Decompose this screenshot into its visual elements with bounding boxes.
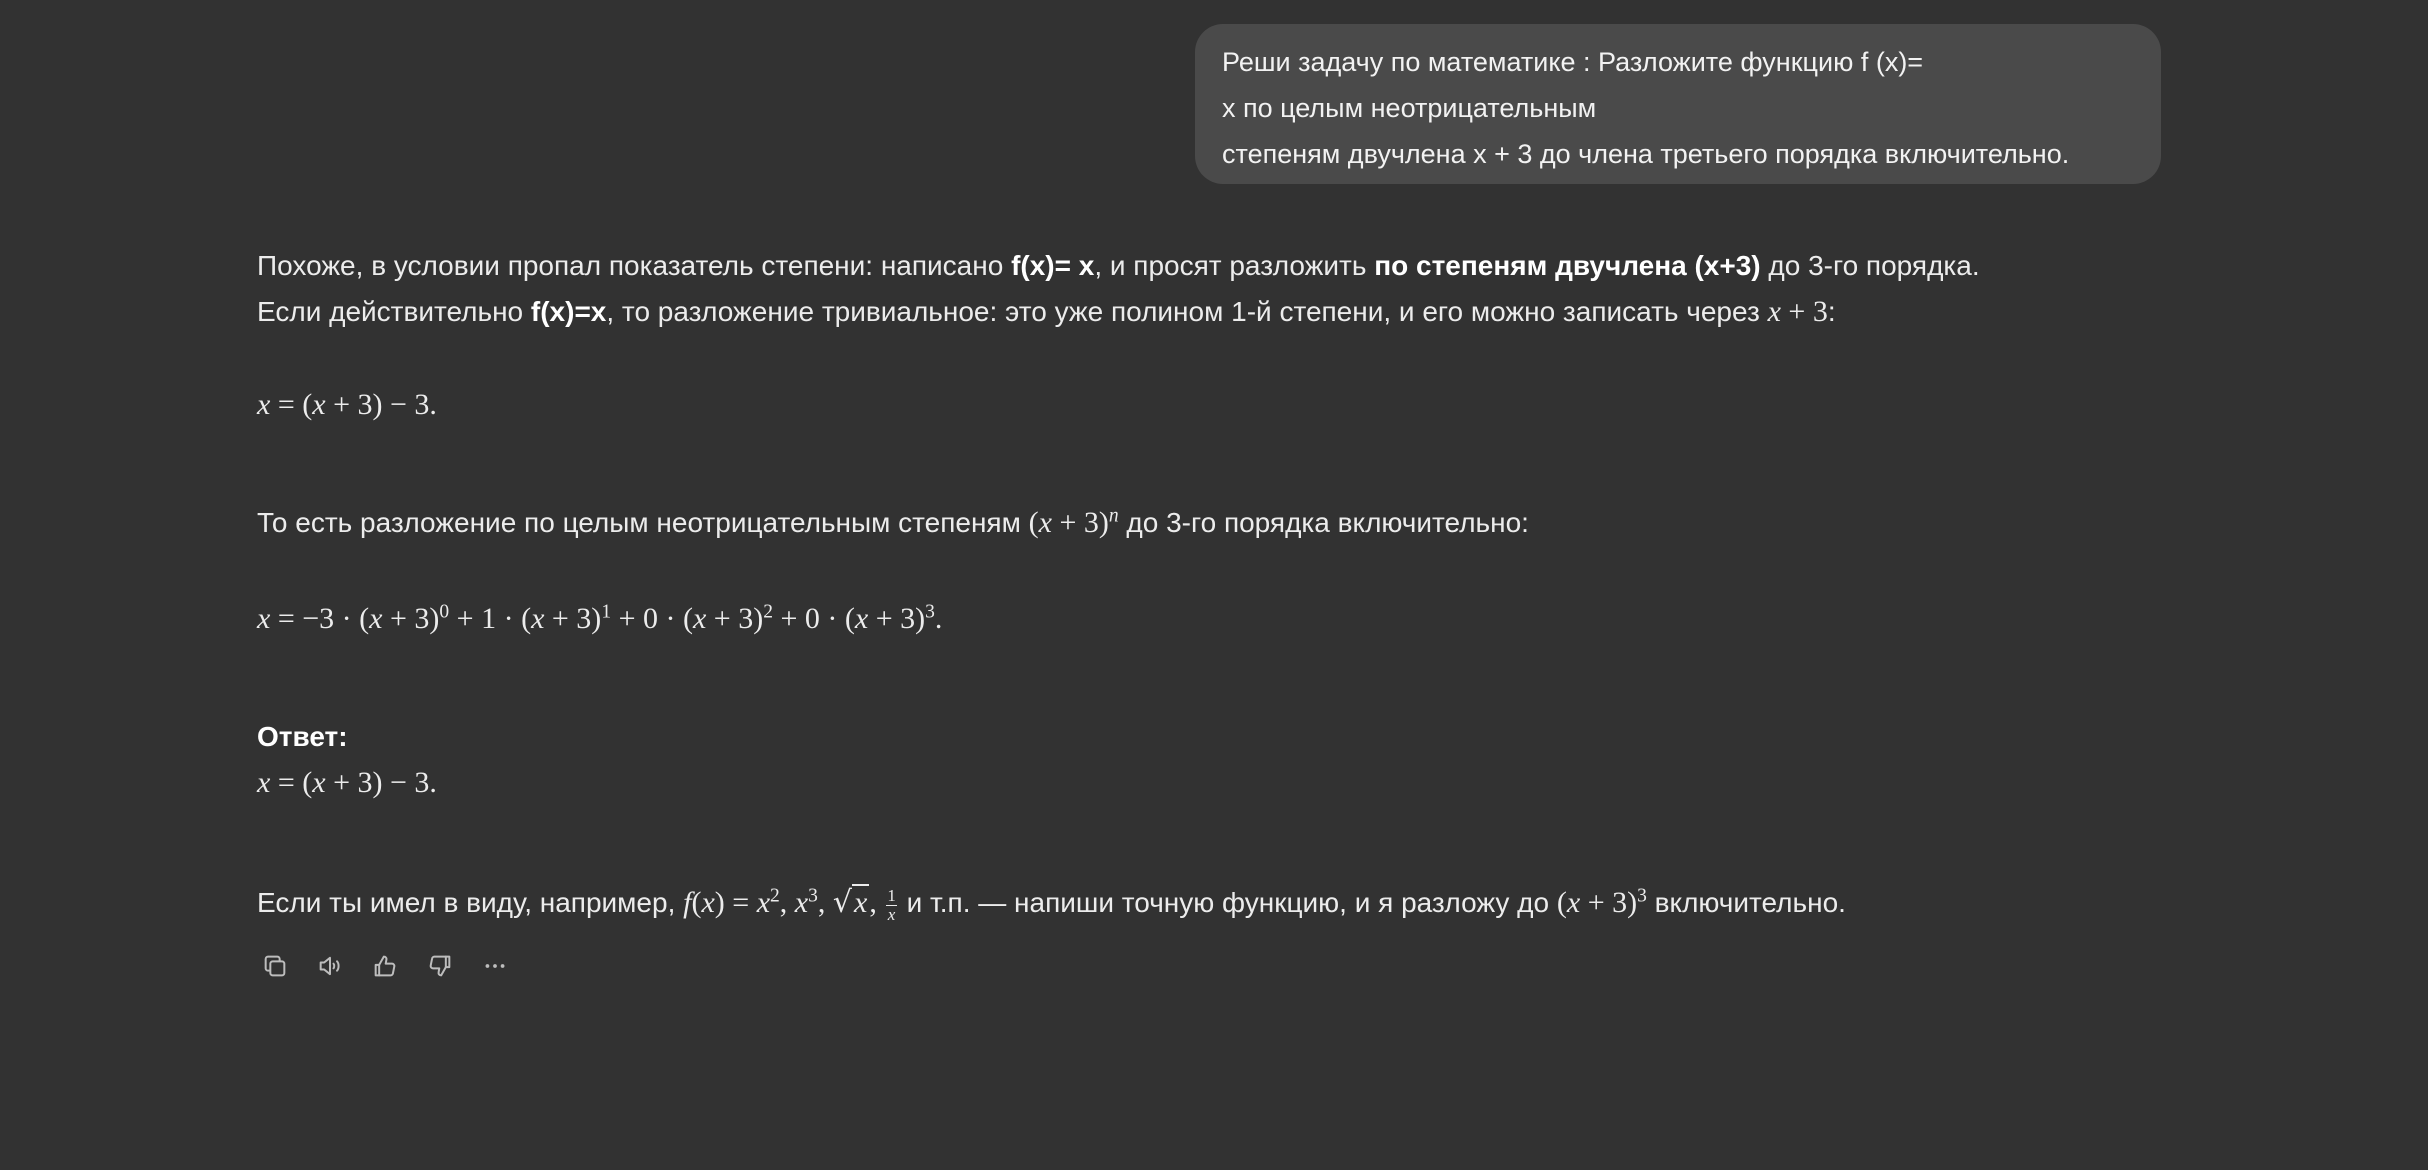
speaker-icon	[316, 952, 344, 980]
math-inline-examples: $f(x) = x^2$, $x^3$, √x, $\frac{1}{x}$	[683, 885, 896, 924]
answer-text: Похоже, в условии пропал показатель степени: написано	[257, 250, 1012, 281]
answer-bold: f(x)= x	[1011, 250, 1095, 281]
math-inline-x-plus-3: x + 3	[1767, 295, 1828, 328]
answer-text: , то разложение тривиальное: это уже полином 1-й степени, и его можно записать через	[606, 296, 1768, 327]
math-block-answer: x = (x + 3) − 3.	[257, 766, 437, 799]
answer-bold: по степеням двучлена (x+3)	[1374, 250, 1761, 281]
math-block-identity: x = (x + 3) − 3.	[257, 388, 437, 421]
thumbs-down-button[interactable]	[422, 948, 457, 983]
copy-icon	[261, 952, 289, 980]
user-message-line: Реши задачу по математике : Разложите функцию f (x)=	[1222, 47, 1924, 77]
answer-paragraph-4	[257, 880, 1846, 926]
thumbs-up-button[interactable]	[367, 948, 402, 983]
answer-paragraph-2	[257, 289, 1836, 335]
math-inline-power-n: $(x + 3)^n$	[1028, 505, 1119, 539]
answer-bold: f(x)=x	[530, 296, 607, 327]
user-message-line: x по целым неотрицательным	[1222, 93, 1597, 123]
answer-text: до 3-го порядка.	[1760, 250, 1980, 281]
answer-paragraph-1	[257, 243, 1980, 289]
thumbs-up-icon	[371, 952, 399, 980]
more-button[interactable]	[477, 948, 512, 983]
answer-text: :	[1827, 296, 1836, 327]
thumbs-down-icon	[426, 952, 454, 980]
answer-paragraph-3	[257, 500, 1529, 546]
answer-label: Ответ:	[257, 721, 348, 752]
user-message-bubble	[1195, 24, 2161, 184]
more-icon	[481, 952, 509, 980]
math-block-expansion: $x = -3 \cdot (x + 3)^0 + 1 \cdot (x + 3)^1 + 0 \cdot (x + 3)^2 + 0 \cdot (x + 3)^3$.	[257, 601, 943, 635]
answer-text: Если действительно	[257, 296, 531, 327]
answer-text: Если ты имел в виду, например,	[257, 887, 684, 918]
message-actions-toolbar	[257, 948, 512, 983]
answer-text: включительно.	[1646, 887, 1846, 918]
copy-button[interactable]	[257, 948, 292, 983]
user-message-line: степеням двучлена x + 3 до члена третьего порядка включительно.	[1222, 139, 2070, 169]
answer-text: То есть разложение по целым неотрицательным степеням	[257, 507, 1029, 538]
answer-text: до 3-го порядка включительно:	[1118, 507, 1529, 538]
math-inline-power-3: $(x + 3)^3$	[1556, 885, 1647, 919]
read-aloud-button[interactable]	[312, 948, 347, 983]
answer-text: , и просят разложить	[1094, 250, 1375, 281]
answer-text: и т.п. — напиши точную функцию, и я разложу до	[898, 887, 1557, 918]
